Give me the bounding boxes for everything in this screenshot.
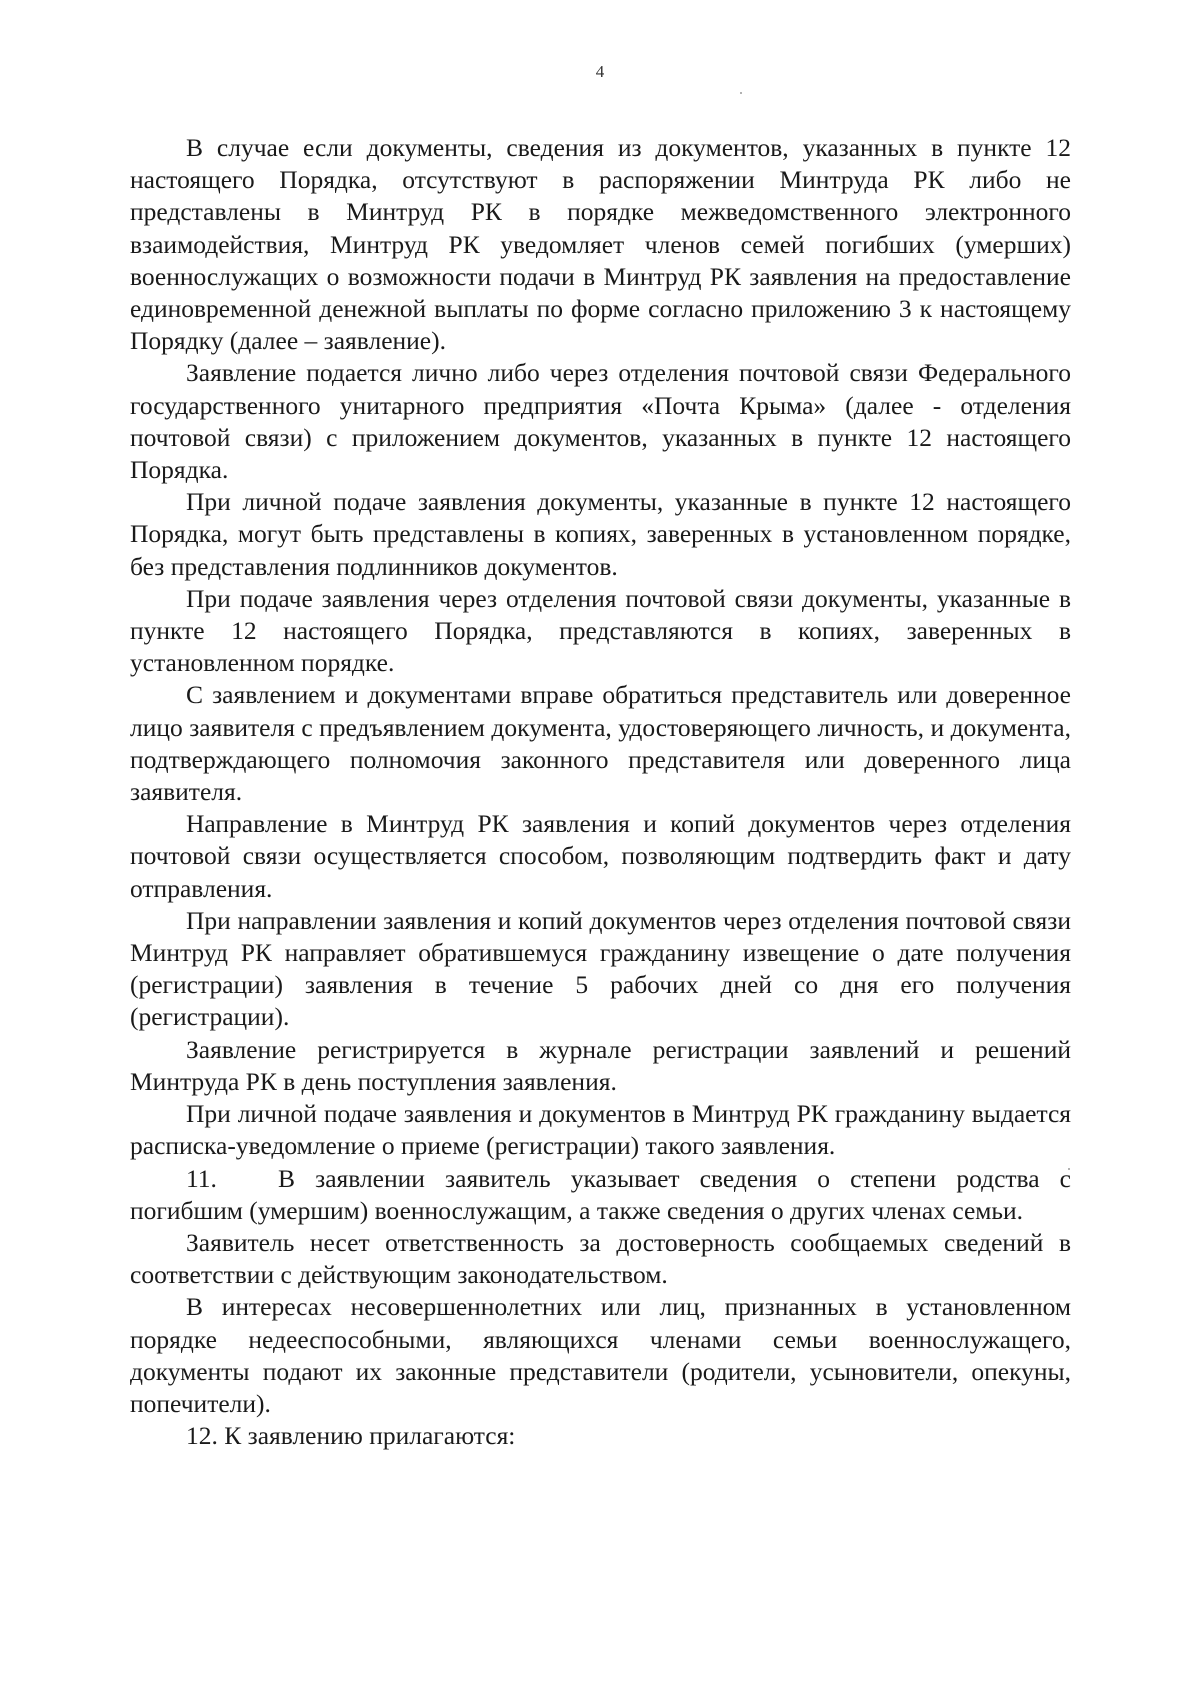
item-text: В заявлении заявитель указывает сведения о степени родства с погибшим (умершим) военнослужащим, а также сведения о других членах семьи.	[130, 1163, 1071, 1225]
paragraph: Направление в Минтруд РК заявления и копий документов через отделения почтовой связи осуществляется способом, позволяющим подтвердить факт и дату отправления.	[130, 809, 1071, 903]
paragraph: Заявитель несет ответственность за достоверность сообщаемых сведений в соответствии с действующим законодательством.	[130, 1227, 1071, 1290]
scan-speck	[740, 92, 742, 94]
document-body	[130, 132, 1071, 1452]
paragraph: Заявление подается лично либо через отделения почтовой связи Федерального государственного унитарного предприятия «Почта Крыма» (далее - отделения почтовой связи) с приложением документов, указанных в пункте 12 настоящего Порядка.	[130, 358, 1071, 485]
paragraph: При направлении заявления и копий документов через отделения почтовой связи Минтруд РК направляет обратившемуся гражданину извещение о дате получения (регистрации) заявления в течение 5 рабочих дней со дня его получения (регистрации).	[130, 905, 1071, 1032]
paragraph: С заявлением и документами вправе обратиться представитель или доверенное лицо заявителя с предъявлением документа, удостоверяющего личность, и документа, подтверждающего полномочия законного представителя или доверенного лица заявителя.	[130, 680, 1071, 807]
paragraph: В интересах несовершеннолетних или лиц, признанных в установленном порядке недееспособными, являющихся членами семьи военнослужащего, документы подают их законные представители (родители, усыновители, опекуны, попечители).	[130, 1292, 1071, 1418]
page-number: 4	[595, 62, 605, 81]
numbered-paragraph-11	[130, 1163, 1071, 1227]
paragraph: При личной подаче заявления документы, указанные в пункте 12 настоящего Порядка, могут быть представлены в копиях, заверенных в установленном порядке, без представления подлинников документов.	[130, 487, 1071, 581]
item-number: 11.	[186, 1163, 217, 1193]
paragraph: При подаче заявления через отделения почтовой связи документы, указанные в пункте 12 настоящего Порядка, представляются в копиях, заверенных в установленном порядке.	[130, 583, 1071, 678]
paragraph: В случае если документы, сведения из документов, указанных в пункте 12 настоящего Порядка, отсутствуют в распоряжении Минтруда РК либо не представлены в Минтруд РК в порядке межведомственного электронного взаимодействия, Минтруд РК уведомляет членов семей погибших (умерших) военнослужащих о возможности подачи в Минтруд РК заявления на предоставление единовременной денежной выплаты по форме согласно приложению 3 к настоящему Порядку (далее – заявление).	[130, 133, 1071, 356]
numbered-paragraph-12: 12. К заявлению прилагаются:	[186, 1421, 516, 1451]
paragraph: Заявление регистрируется в журнале регистрации заявлений и решений Минтруда РК в день поступления заявления.	[130, 1034, 1071, 1096]
paragraph: При личной подаче заявления и документов в Минтруд РК гражданину выдается расписка-уведомление о приеме (регистрации) такого заявления.	[130, 1099, 1071, 1161]
